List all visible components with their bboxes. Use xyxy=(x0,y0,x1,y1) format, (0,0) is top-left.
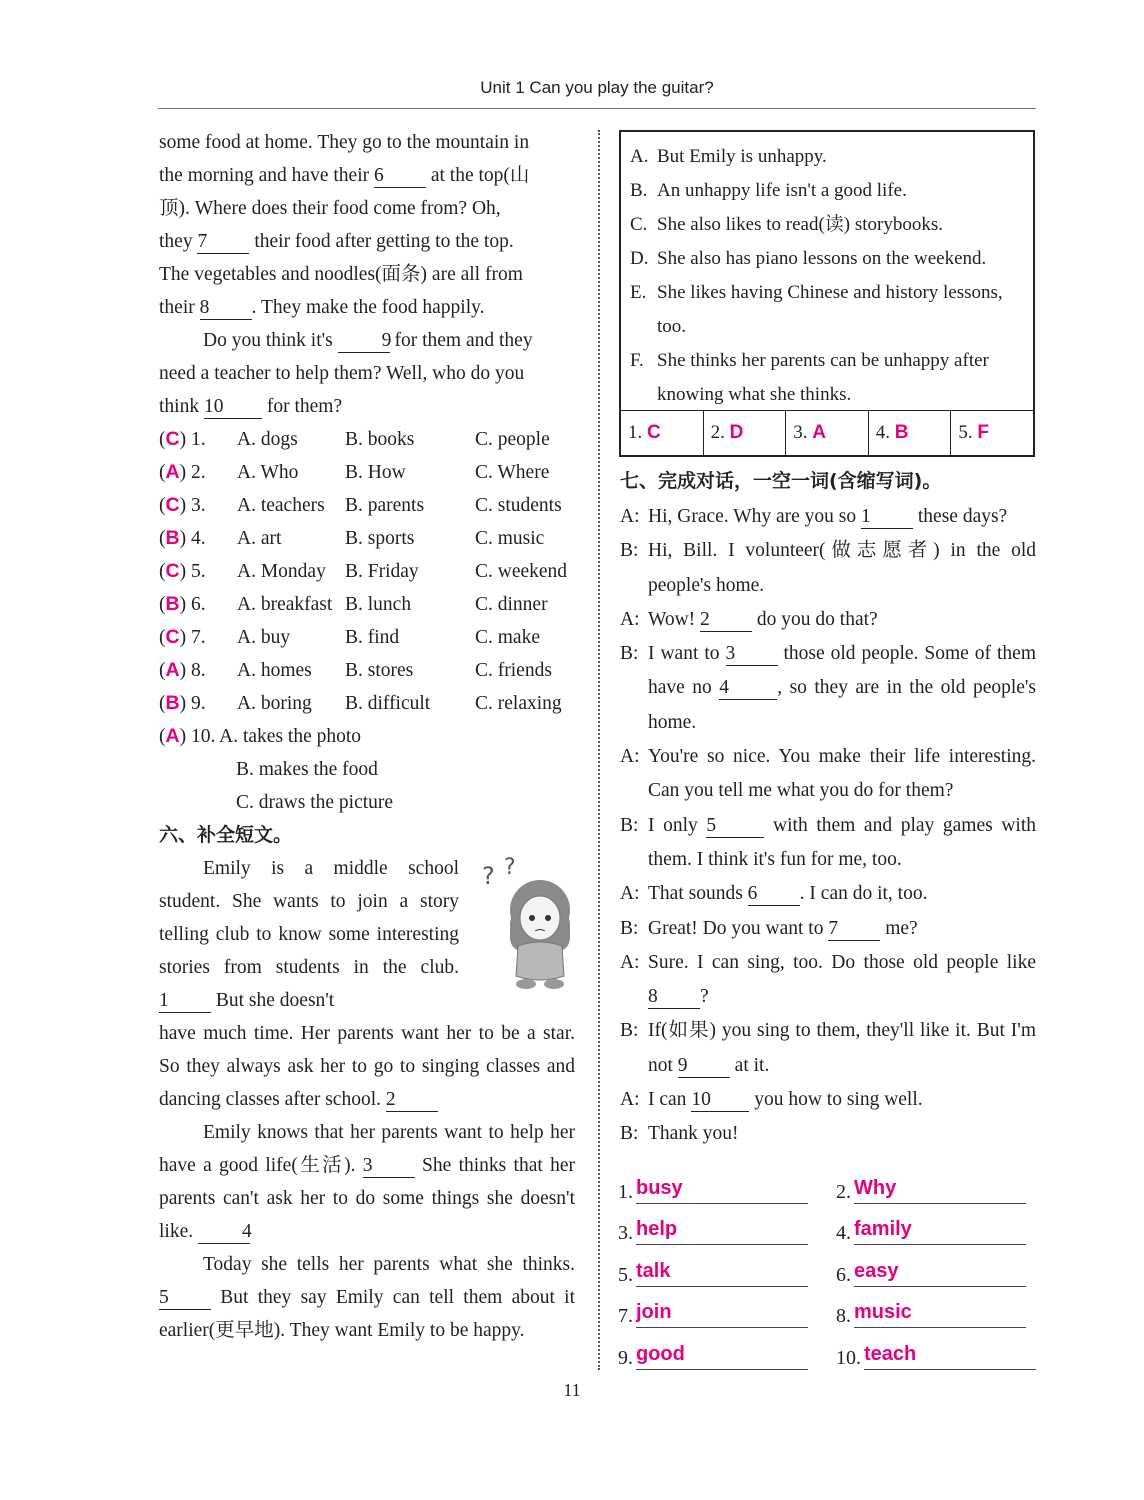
column-divider xyxy=(598,130,600,1370)
dialogue xyxy=(620,500,1036,1152)
answer-grid-row xyxy=(618,1162,1036,1204)
box-option: B. An unhappy life isn't a good life. xyxy=(630,180,907,201)
running-header: Unit 1 Can you play the guitar? xyxy=(480,78,714,97)
answer-grid-row xyxy=(618,1287,1036,1329)
dialogue-line: A: That sounds 6 . I can do it, too. xyxy=(620,883,928,905)
mc-answer: C xyxy=(165,494,180,516)
box-answer-cell: 2. D xyxy=(704,411,787,455)
mc-option-a: A. art xyxy=(237,528,282,549)
mc-option-a: A. breakfast xyxy=(237,594,333,615)
blank-9: 9 xyxy=(338,330,390,353)
blank-8: 8 xyxy=(200,297,252,320)
mc-question-8: (A) 8. A. homes B. stores C. friends xyxy=(159,654,575,687)
blank-4: 4 xyxy=(198,1221,250,1244)
mc-answer: C xyxy=(165,428,180,450)
blank-1: 1 xyxy=(861,506,913,529)
blank-2: 2 xyxy=(700,609,752,632)
answer-row xyxy=(621,410,1033,455)
section-7-title: 七、完成对话，一空一词(含缩写词)。 xyxy=(620,470,942,492)
blank-5: 5 xyxy=(706,815,764,838)
dialogue-line: A: I can 10 you how to sing well. xyxy=(620,1089,923,1111)
mc-answer: A xyxy=(165,725,180,747)
dialogue-line: B: Hi, Bill. I volunteer(做志愿者) in the old people's home. xyxy=(620,540,1036,596)
multiple-choice-list xyxy=(159,423,575,720)
answer-cell: 1. busy xyxy=(618,1177,836,1204)
options-box xyxy=(619,130,1035,457)
passage-line: think 10 for them? xyxy=(159,396,343,417)
header-rule xyxy=(158,108,1036,109)
dialogue-line: A: Wow! 2 do you do that? xyxy=(620,608,878,630)
section-6-title: 六、补全短文。 xyxy=(159,824,293,846)
mc-answer: A xyxy=(165,659,180,681)
mc-answer: A xyxy=(165,461,180,483)
blank-5: 5 xyxy=(159,1287,211,1310)
answer-cell: 3. help xyxy=(618,1218,836,1245)
box-option: A. But Emily is unhappy. xyxy=(630,146,827,167)
section-6-paragraph-3: Today she tells her parents what she thinks. 5 But they say Emily can tell them about it earlier(更早地). They want Emily to be happy. xyxy=(159,1254,575,1341)
mc-question-3: (C) 3. A. teachers B. parents C. students xyxy=(159,489,575,522)
mc-answer: B xyxy=(165,527,180,549)
passage-line: The vegetables and noodles(面条) are all from xyxy=(159,264,523,285)
section-6-paragraph-1: Emily is a middle school student. She wants to join a story telling club to know some interesting stories from students in the club. 1 But she doesn't have much time. Her parents want her to be a star. So they always ask her to go to singing classes and dancing classes after school. 2 xyxy=(159,852,575,1116)
mc-option-c: C. Where xyxy=(475,462,550,483)
blank-4: 4 xyxy=(719,677,777,700)
mc-option-a: A. dogs xyxy=(237,429,298,450)
mc-question-4: (B) 4. A. art B. sports C. music xyxy=(159,522,575,555)
mc-option-c: C. draws the picture xyxy=(236,792,394,813)
answer-cell: 10. teach xyxy=(836,1343,1036,1370)
dialogue-line: B: Thank you! xyxy=(620,1123,739,1145)
answer-grid-row xyxy=(618,1245,1036,1287)
mc-option-c: C. music xyxy=(475,528,545,549)
box-answer-cell: 5. F xyxy=(958,422,989,443)
mc-option-b: B. sports xyxy=(345,528,415,549)
passage-line: they 7 their food after getting to the top. xyxy=(159,231,514,252)
dialogue-line: B: I only 5 with them and play games with them. I think it's fun for me, too. xyxy=(620,814,1036,870)
mc-option-c: C. make xyxy=(475,627,540,648)
box-option: F. She thinks her parents can be unhappy after knowing what she thinks. xyxy=(630,350,989,405)
blank-8: 8 xyxy=(648,986,700,1009)
mc-question-9: (B) 9. A. boring B. difficult C. relaxing xyxy=(159,687,575,720)
section-6-paragraph-2: Emily knows that her parents want to help her have a good life(生活). 3 She thinks that her parents can't ask her to do some things she doesn't like. 4 xyxy=(159,1122,575,1242)
mc-answer: C xyxy=(165,560,180,582)
box-option: C. She also likes to read(读) storybooks. xyxy=(630,214,944,235)
answer-grid-row xyxy=(618,1204,1036,1246)
blank-7: 7 xyxy=(197,231,249,254)
mc-option-c: C. students xyxy=(475,495,562,516)
mc-question-10: (A) 10. A. takes the photo xyxy=(159,725,362,747)
confused-girl-illustration xyxy=(478,856,578,996)
mc-question-5: (C) 5. A. Monday B. Friday C. weekend xyxy=(159,555,575,588)
answer-cell: 6. easy xyxy=(836,1260,1036,1287)
mc-option-a: A. boring xyxy=(237,693,312,714)
answer-cell: 4. family xyxy=(836,1218,1036,1245)
blank-3: 3 xyxy=(363,1155,415,1178)
mc-option-c: C. weekend xyxy=(475,561,568,582)
blank-2: 2 xyxy=(386,1089,438,1112)
passage-line: some food at home. They go to the mountain in xyxy=(159,132,530,153)
mc-answer: B xyxy=(165,593,180,615)
dialogue-line: A: Sure. I can sing, too. Do those old people like 8 ? xyxy=(620,951,1036,1008)
mc-option-b: B. difficult xyxy=(345,693,431,714)
mc-option-b: B. find xyxy=(345,627,400,648)
mc-answer: B xyxy=(165,692,180,714)
dialogue-line: A: Hi, Grace. Why are you so 1 these days? xyxy=(620,506,1008,527)
blank-1: 1 xyxy=(159,990,211,1013)
mc-option-b: B. makes the food xyxy=(236,759,378,780)
wrapped-text: Emily is a middle school student. She wants to join a story telling club to know some interesting stories from students in the club. 1 But she doesn't xyxy=(159,858,459,1011)
passage-line: 顶). Where does their food come from? Oh, xyxy=(159,198,501,219)
dialogue-line: A: You're so nice. You make their life interesting. Can you tell me what you do for them? xyxy=(620,746,1036,802)
answer-cell: 8. music xyxy=(836,1301,1036,1328)
mc-question-6: (B) 6. A. breakfast B. lunch C. dinner xyxy=(159,588,575,621)
left-column xyxy=(159,126,575,1347)
mc-option-a: A. Monday xyxy=(237,561,326,582)
mc-option-a: A. buy xyxy=(237,627,291,648)
answer-cell: 5. talk xyxy=(618,1260,836,1287)
dialogue-line: B: If(如果) you sing to them, they'll like it. But I'm not 9 at it. xyxy=(620,1020,1036,1076)
mc-option-a: A. homes xyxy=(237,660,312,681)
mc-option-b: B. How xyxy=(345,462,406,483)
blank-9: 9 xyxy=(678,1055,730,1078)
mc-answer: C xyxy=(165,626,180,648)
mc-question-7: (C) 7. A. buy B. find C. make xyxy=(159,621,575,654)
box-answer-cell: 1. C xyxy=(621,411,704,455)
mc-option-a: A. Who xyxy=(237,462,299,483)
mc-question-2: (A) 2. A. Who B. How C. Where xyxy=(159,456,575,489)
answer-cell: 2. Why xyxy=(836,1177,1036,1204)
box-answer-cell: 3. A xyxy=(786,411,869,455)
blank-3: 3 xyxy=(726,643,778,666)
section-7-answer-grid xyxy=(618,1162,1036,1370)
passage-line: the morning and have their 6 at the top(山 xyxy=(159,165,530,186)
box-option: D. She also has piano lessons on the weekend. xyxy=(630,248,987,269)
dialogue-line: B: I want to 3 those old people. Some of them have no 4 , so they are in the old people's home. xyxy=(620,643,1037,733)
dialogue-line: B: Great! Do you want to 7 me? xyxy=(620,917,918,939)
passage-line: need a teacher to help them? Well, who do you xyxy=(159,363,525,384)
mc-option-b: B. stores xyxy=(345,660,414,681)
mc-option-b: B. Friday xyxy=(345,561,419,582)
mc-option-c: C. relaxing xyxy=(475,693,562,714)
box-answer-cell: 4. B xyxy=(869,411,952,455)
box-option: E. She likes having Chinese and history lessons, too. xyxy=(630,282,1003,337)
answer-grid-row xyxy=(618,1328,1036,1370)
mc-question-1: (C) 1. A. dogs B. books C. people xyxy=(159,423,575,456)
mc-option-b: B. lunch xyxy=(345,594,412,615)
blank-6: 6 xyxy=(374,165,426,188)
mc-option-a: A. teachers xyxy=(237,495,325,516)
mc-option-b: B. parents xyxy=(345,495,425,516)
question-mark-icon: ? xyxy=(504,856,516,880)
mc-option-c: C. friends xyxy=(475,660,552,681)
mc-option-c: C. people xyxy=(475,429,550,450)
blank-10: 10 xyxy=(691,1089,749,1112)
answer-cell: 7. join xyxy=(618,1301,836,1328)
question-mark-icon: ? xyxy=(482,862,495,890)
page-number: 11 xyxy=(563,1380,581,1400)
blank-7: 7 xyxy=(828,918,880,941)
mc-option-c: C. dinner xyxy=(475,594,548,615)
blank-6: 6 xyxy=(748,883,800,906)
options-list xyxy=(621,132,1033,412)
answer-cell: 9. good xyxy=(618,1343,836,1370)
blank-10: 10 xyxy=(204,396,262,419)
mc-option-b: B. books xyxy=(345,429,415,450)
passage-line: Do you think it's 9 for them and they xyxy=(203,330,533,351)
passage-line: their 8 . They make the food happily. xyxy=(159,297,485,318)
